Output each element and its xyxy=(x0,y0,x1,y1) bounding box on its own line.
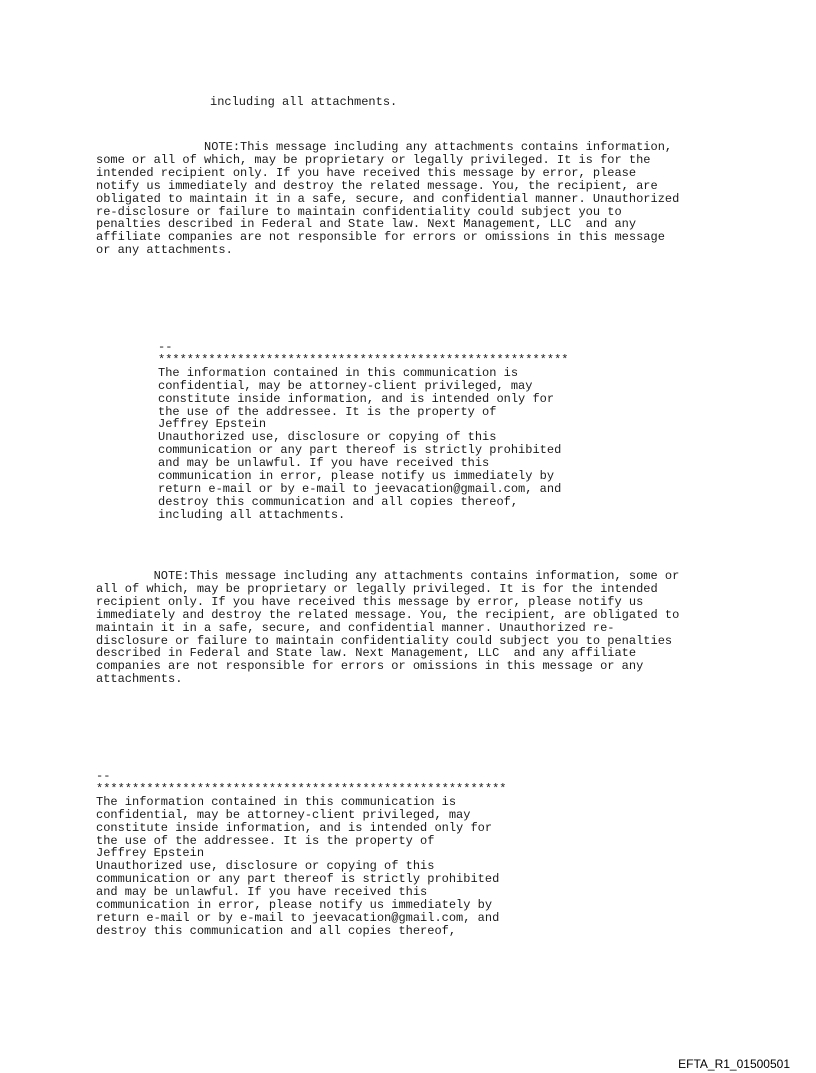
confidentiality-note xyxy=(96,141,679,257)
text-line: constitute inside information, and is intended only for xyxy=(158,391,555,406)
text-line: and may be unlawful. If you have received this xyxy=(158,456,490,471)
text-line: The information contained in this communication is xyxy=(158,365,519,380)
text-line: NOTE:This message including any attachments contains information, xyxy=(96,140,673,154)
text-line: attachments. xyxy=(96,672,183,687)
text-line: obligated to maintain it in a safe, secure, and confidential manner. Unauthorized xyxy=(96,191,680,206)
attachments-line xyxy=(210,96,397,109)
text-line: communication or any part thereof is strictly prohibited xyxy=(96,872,500,887)
signature-disclaimer xyxy=(96,770,506,938)
text-line: recipient only. If you have received this message by error, please notify us xyxy=(96,594,644,609)
text-line: companies are not responsible for errors or omissions in this message or any xyxy=(96,659,644,674)
text-line: Jeffrey Epstein xyxy=(96,846,205,861)
text-line: return e-mail or by e-mail to jeevacation@gmail.com, and xyxy=(158,481,562,496)
text-line: re-disclosure or failure to maintain confidentiality could subject you to xyxy=(96,204,622,219)
text-line: including all attachments. xyxy=(210,95,398,109)
text-line: confidential, may be attorney-client privileged, may xyxy=(96,807,471,822)
text-line: described in Federal and State law. Next Management, LLC and any affiliate xyxy=(96,646,637,661)
text-line: affiliate companies are not responsible for errors or omissions in this message xyxy=(96,230,665,245)
text-line: The information contained in this communication is xyxy=(96,794,457,809)
text-line: communication in error, please notify us immediately by xyxy=(96,898,493,913)
text-line: -- xyxy=(96,769,111,783)
text-line: and may be unlawful. If you have received this xyxy=(96,885,428,900)
text-line: confidential, may be attorney-client privileged, may xyxy=(158,378,533,393)
confidentiality-note xyxy=(96,570,679,686)
text-line: disclosure or failure to maintain confidentiality could subject you to penalties xyxy=(96,633,673,648)
text-line: intended recipient only. If you have received this message by error, please xyxy=(96,165,637,180)
text-line: maintain it in a safe, secure, and confidential manner. Unauthorized re- xyxy=(96,620,615,635)
text-line: -- xyxy=(158,340,173,354)
document-id: EFTA_R1_01500501 xyxy=(678,1057,790,1071)
text-line: some or all of which, may be proprietary or legally privileged. It is for the xyxy=(96,152,651,167)
text-line: communication or any part thereof is strictly prohibited xyxy=(158,443,562,458)
text-line: Unauthorized use, disclosure or copying of this xyxy=(96,859,435,874)
text-line: NOTE:This message including any attachments contains information, some or xyxy=(96,569,680,583)
text-line: communication in error, please notify us immediately by xyxy=(158,469,555,484)
text-line: or any attachments. xyxy=(96,243,233,258)
text-line: the use of the addressee. It is the property of xyxy=(158,404,497,419)
text-line: return e-mail or by e-mail to jeevacation@gmail.com, and xyxy=(96,910,500,925)
text-line: destroy this communication and all copies thereof, xyxy=(96,923,457,938)
text-line: destroy this communication and all copies thereof, xyxy=(158,494,519,509)
text-line: all of which, may be proprietary or legally privileged. It is for the intended xyxy=(96,581,658,596)
text-line: the use of the addressee. It is the property of xyxy=(96,833,435,848)
text-line: Jeffrey Epstein xyxy=(158,417,267,432)
signature-disclaimer xyxy=(158,341,568,522)
text-line: including all attachments. xyxy=(158,507,346,522)
text-line: Unauthorized use, disclosure or copying of this xyxy=(158,430,497,445)
text-line: ********************************************************* xyxy=(96,781,507,796)
text-line: ********************************************************* xyxy=(158,352,569,367)
text-line: penalties described in Federal and State law. Next Management, LLC and any xyxy=(96,217,637,232)
text-line: notify us immediately and destroy the related message. You, the recipient, are xyxy=(96,178,658,193)
text-line: constitute inside information, and is intended only for xyxy=(96,820,493,835)
text-line: immediately and destroy the related message. You, the recipient, are obligated to xyxy=(96,607,680,622)
